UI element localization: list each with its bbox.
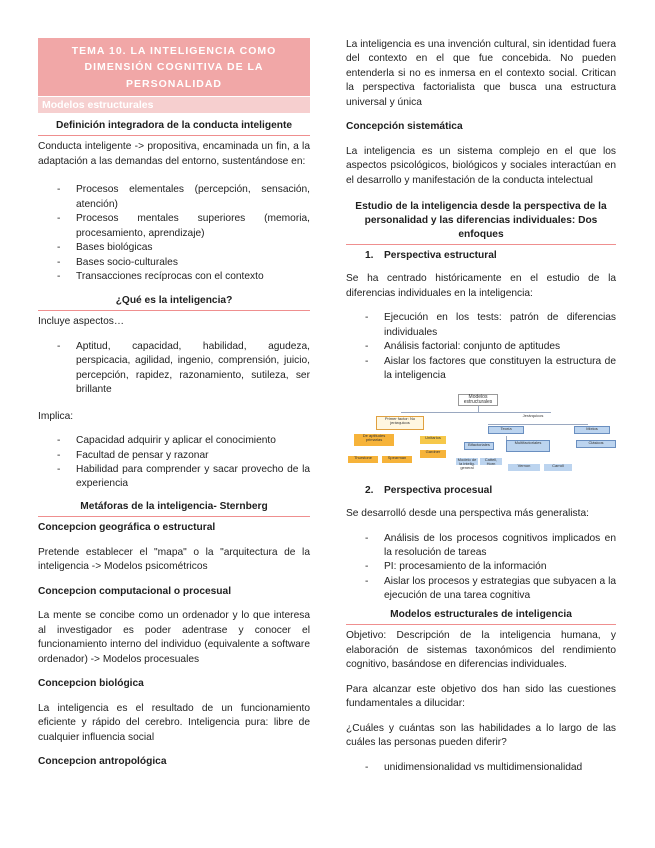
list-item: - Análisis factorial: conjunto de aptitudes bbox=[346, 340, 616, 354]
diagram-node: Mixtos bbox=[574, 426, 610, 434]
enfoque-estructural-heading: 1. Perspectiva estructural bbox=[365, 249, 497, 261]
implica-text: Implica: bbox=[38, 410, 74, 422]
section-subtitle: Modelos estructurales bbox=[38, 97, 310, 113]
concepcion-computacional-text: La mente se concibe como un ordenador y lo que interesa al investigador es poder adentrase y conocer el funcionamiento interno del individuo (equivalente a software ordenador) -> Modelos procesuales bbox=[38, 610, 310, 665]
antropologica-text: La inteligencia es una invención cultural, sin identidad fuera del contexto en el que fue concebida. No pueden entenderla si no es inmersa en el contexto social. Critican la perspectiva factorialista que busca una estructura universal y única bbox=[346, 39, 616, 108]
page-title: TEMA 10. LA INTELIGENCIA COMO DIMENSIÓN COGNITIVA DE LA PERSONALIDAD bbox=[38, 38, 310, 96]
implica-list bbox=[38, 434, 310, 492]
right-column bbox=[346, 38, 616, 775]
list-item: - Ejecución en los tests: patrón de diferencias individuales bbox=[346, 311, 616, 340]
diagram-node: Carroll bbox=[544, 464, 572, 471]
incluye-text: Incluye aspectos… bbox=[38, 316, 125, 328]
section-title-que-es: ¿Qué es la inteligencia? bbox=[38, 294, 310, 311]
list-item: - Análisis de los procesos cognitivos implicados en la resolución de tareas bbox=[346, 532, 616, 561]
alcanzar-text: Para alcanzar este objetivo dos han sido las cuestiones fundamentales a dilucidar: bbox=[346, 683, 616, 710]
concepcion-sistematica-heading: Concepción sistemática bbox=[346, 121, 463, 133]
concepcion-biologica-text: La inteligencia es el resultado de un funcionamiento eficiente y rápido del cerebro. Inteligencia pura: libre de cualquier influencia social bbox=[38, 702, 310, 743]
diagram-node: Multifactoriales bbox=[506, 440, 550, 452]
diagram-node: Unitarios bbox=[420, 436, 446, 444]
definicion-list bbox=[38, 183, 310, 284]
enfoque-procesual-heading: 2. Perspectiva procesual bbox=[365, 484, 493, 496]
list-item: - Aptitud, capacidad, habilidad, agudeza, perspicacia, agilidad, ingenio, comprensión, juicio, percepción, rapidez, razonamiento, sutileza, ser brillante bbox=[38, 340, 310, 398]
objetivo-text: Objetivo: Descripción de la inteligencia humana, y elaboración de sistemas taxonómicos del rendimiento cognitivo, basándose en diferencias individuales. bbox=[346, 630, 616, 671]
concepcion-antropologica-heading: Concepcion antropológica bbox=[38, 756, 167, 768]
list-item: - Procesos mentales superiores (memoria, procesamiento, aprendizaje) bbox=[38, 212, 310, 241]
concepcion-computacional-heading: Concepcion computacional o procesual bbox=[38, 585, 232, 597]
concepcion-geografica-heading: Concepcion geográfica o estructural bbox=[38, 522, 216, 534]
diagram-node: Thurstone bbox=[348, 456, 378, 463]
diagram-node: Spearman bbox=[382, 456, 412, 463]
diagram-node: Vernon bbox=[508, 464, 540, 471]
list-item: - unidimensionalidad vs multidimensionalidad bbox=[346, 761, 616, 775]
list-item: - Bases socio-culturales bbox=[38, 256, 310, 270]
enfoque-estructural-text: Se ha centrado históricamente en el estudio de la diferencias individuales en la inteligencia: bbox=[346, 273, 616, 299]
diagram-node: Primer factor: No jerárquicos bbox=[376, 416, 424, 430]
section-title-definicion: Definición integradora de la conducta inteligente bbox=[38, 119, 310, 136]
diagram-node: Modelo de la intelig. general bbox=[457, 456, 477, 471]
pregunta-text: ¿Cuáles y cuántas son las habilidades a lo largo de las cuáles las personas pueden diferir? bbox=[346, 722, 616, 749]
section-title-metaforas: Metáforas de la inteligencia- Sternberg bbox=[38, 500, 310, 517]
definicion-text: Conducta inteligente -> propositiva, encaminada un fin, a la adaptación a las demandas del entorno, sustentándose en: bbox=[38, 141, 310, 167]
list-item: - Aislar los factores que constituyen la estructura de la inteligencia bbox=[346, 355, 616, 384]
diagram-node: Gardner bbox=[420, 450, 446, 458]
concepcion-sistematica-text: La inteligencia es un sistema complejo en el que los aspectos psicológicos, biológicos y sociales interactúan en el desarrollo y manifestación de la conducta intelectual bbox=[346, 145, 616, 186]
diagram-node: De aptitudes primarias bbox=[354, 434, 394, 446]
list-item: - Procesos elementales (percepción, sensación, atención) bbox=[38, 183, 310, 212]
list-item: - Facultad de pensar y razonar bbox=[38, 449, 310, 463]
procesual-list bbox=[346, 532, 616, 604]
concepcion-geografica-text: Pretende establecer el "mapa" o la "arquitectura de la inteligencia -> Modelos psicométricos bbox=[38, 546, 310, 573]
diagram-node: Clásicos bbox=[576, 440, 616, 448]
diagram-node: Teoría bbox=[488, 426, 524, 434]
dimensionalidad-list bbox=[346, 761, 616, 775]
diagram-node: Cattell, Horn bbox=[480, 458, 502, 465]
concepcion-biologica-heading: Concepcion biológica bbox=[38, 678, 144, 690]
left-column bbox=[38, 38, 310, 770]
list-item: - Habilidad para comprender y sacar provecho de la experiencia bbox=[38, 463, 310, 492]
diagram-node: Jerárquicos bbox=[516, 414, 550, 421]
list-item: - Capacidad adquirir y aplicar el conocimiento bbox=[38, 434, 310, 448]
diagram-node: Bifactoriales bbox=[464, 442, 494, 450]
section-title-estudio: Estudio de la inteligencia desde la perspectiva de la personalidad y las diferencias individuales: Dos enfoques bbox=[346, 200, 616, 244]
list-item: - Aislar los procesos y estrategias que subyacen a la ejecución de una tarea cognitiva bbox=[346, 575, 616, 604]
list-item: - Bases biológicas bbox=[38, 241, 310, 255]
list-item: - PI: procesamiento de la información bbox=[346, 560, 616, 574]
aspectos-list bbox=[38, 340, 310, 398]
estructural-list bbox=[346, 311, 616, 383]
modelos-diagram bbox=[346, 394, 616, 474]
diagram-root: Modelos estructurales bbox=[458, 394, 498, 406]
enfoque-procesual-text: Se desarrolló desde una perspectiva más generalista: bbox=[346, 508, 589, 520]
section-title-modelos-estructurales: Modelos estructurales de inteligencia bbox=[346, 608, 616, 625]
list-item: - Transacciones recíprocas con el contexto bbox=[38, 270, 310, 284]
